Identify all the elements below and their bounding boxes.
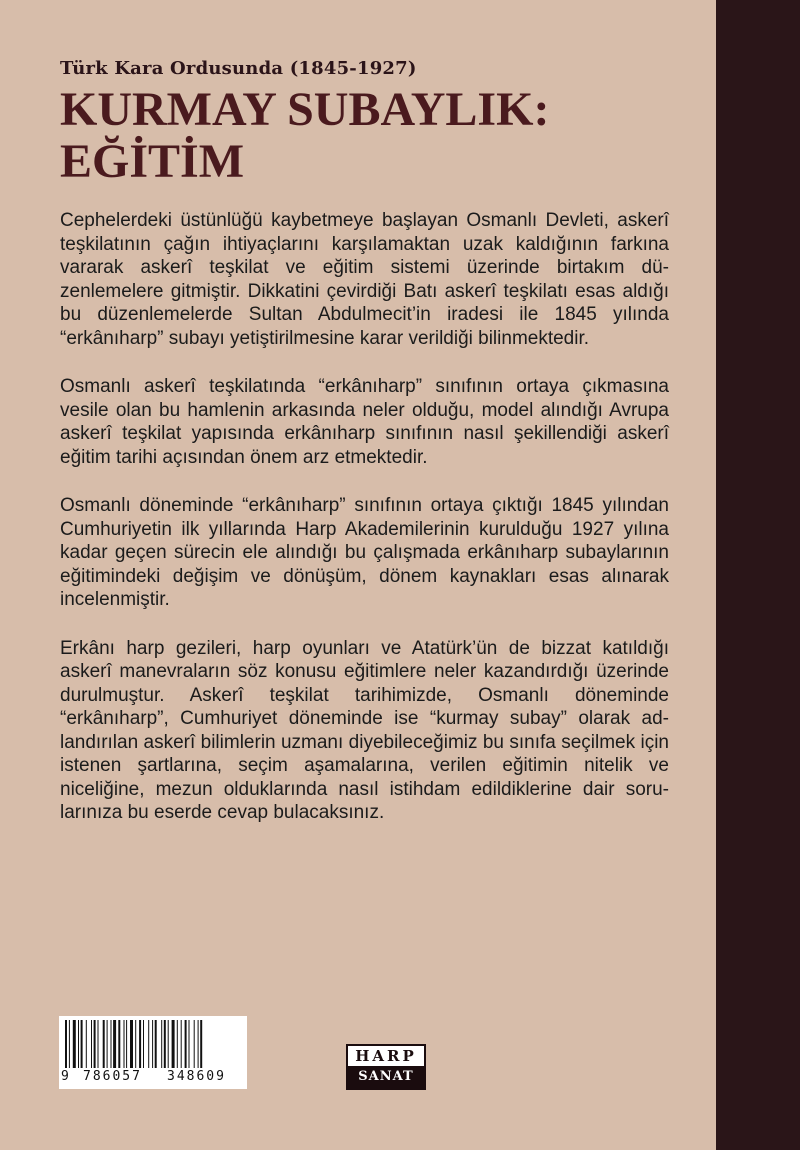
book-title-line-1: KURMAY SUBAYLIK: — [60, 83, 550, 136]
book-spine — [716, 0, 800, 1150]
publisher-logo-top: HARP — [348, 1046, 424, 1066]
book-title — [60, 84, 549, 188]
back-cover-blurb — [60, 209, 669, 850]
blurb-paragraph: Osmanlı döneminde “erkânıharp” sınıfının ortaya çıktığı 1845 yılından Cumhuriyetin ilk yıllarında Harp Akademilerinin kurulduğu 1927 yılına kadar geçen sürecin ele alındığı bu çalışmada erkânıharp subaylarının eğitimindeki değişim ve dönüşüm, dönem kaynakları esas alınarak incelenmiştir. — [60, 495, 669, 610]
blurb-paragraph: Cephelerdeki üstünlüğü kaybetmeye başlayan Osmanlı Devleti, askerî teşkilatının çağın ihtiyaçlarını karşılamaktan uzak kaldığının farkına vararak askerî teşkilat ve eğitim sistemi üzerinde birtakım düzenlemelere gitmiştir. Dikkatini çevirdiği Batı askerî teşkilatı esas aldığı bu düzenlemelerde Sultan Abdulmecit’in iradesi ile 1845 yılında “erkânıharp” subayı yetiştirilmesine karar verildiği bilinmektedir. — [60, 210, 669, 349]
book-title-line-2: EĞİTİM — [60, 135, 245, 188]
barcode-digits-left: 786057 — [83, 1069, 142, 1084]
barcode-digits-right: 348609 — [167, 1069, 226, 1084]
blurb-paragraph: Erkânı harp gezileri, harp oyunları ve Atatürk’ün de bizzat katıldığı askerî manevraların söz konusu eğitimlere neler kazandırdığı üzerinde durulmuştur. Askerî teşkilat tarihimizde, Osmanlı döneminde “erkânıharp”, Cumhuriyet döneminde ise “kurmay subay” olarak adlandırılan askerî bilimlerin uzmanı diyebileceğimiz bu sınıfa seçilmek için istenen şartlarına, seçim aşamalarına, verilen eğitimin nitelik ve niceliğine, mezun olduklarında nasıl istihdam edildiklerine dair sorularınıza bu eserde cevap bulacaksınız. — [60, 637, 669, 823]
barcode-digit-first: 9 — [61, 1069, 69, 1084]
barcode-bars-icon — [65, 1020, 241, 1068]
publisher-logo — [346, 1044, 426, 1090]
book-subtitle: Türk Kara Ordusunda (1845-1927) — [60, 58, 417, 79]
isbn-barcode — [59, 1016, 247, 1089]
blurb-paragraph: Osmanlı askerî teşkilatında “erkânıharp” sınıfının ortaya çıkmasına vesile olan bu hamlenin arkasında neler olduğu, model alındığı Avrupa askerî teşkilat yapısında erkânıharp sınıfının nasıl şekillendiği askerî eğitim tarihi açısından önem arz etmektedir. — [60, 376, 669, 468]
publisher-logo-bottom: SANAT — [348, 1066, 424, 1088]
